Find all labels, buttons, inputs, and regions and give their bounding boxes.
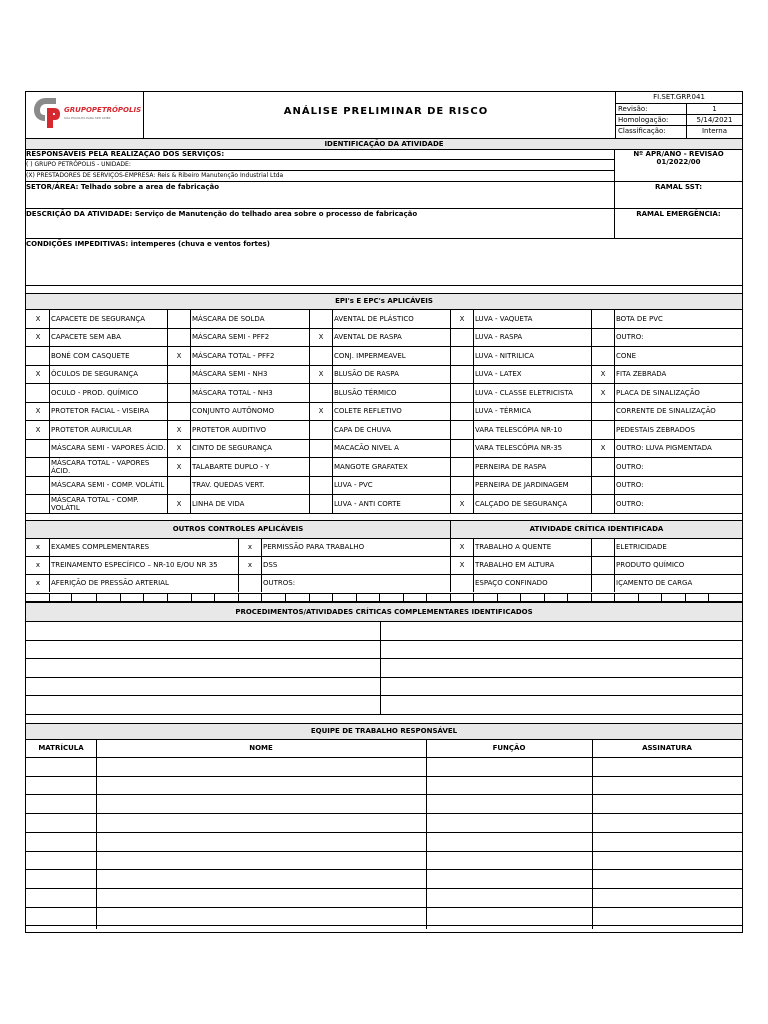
epi-item-label: PROTETOR AUDITIVO [192,425,267,434]
epi-item-label: CALÇADO DE SEGURANÇA [475,499,568,508]
team-cell[interactable] [27,833,96,851]
procedures-heading: PROCEDIMENTOS/ATIVIDADES CRÍTICAS COMPLEMENTARES IDENTIFICADOS [26,603,742,621]
team-cell[interactable] [593,777,742,795]
epi-item-label: LUVA - VAQUETA [475,314,533,323]
epi-checkbox[interactable]: X [176,499,182,508]
epi-checkbox[interactable] [591,402,615,420]
team-cell[interactable] [27,926,96,944]
team-cell[interactable] [97,777,426,795]
procedures-grid [26,621,742,717]
epi-checkbox[interactable]: X [600,388,606,397]
epi-checkbox[interactable] [591,328,615,346]
epi-checkbox[interactable] [450,365,474,383]
revision-label: Revisão: [618,105,648,113]
controls-grid [26,538,742,594]
epi-checkbox[interactable] [591,495,615,513]
epi-item-label: CINTO DE SEGURANÇA [192,444,272,452]
doc-code: FI.SET.GRP.041 [653,93,705,101]
team-column-header: MATRÍCULA [38,744,84,752]
epi-item-label: LUVA - NITRILICA [475,351,534,360]
epi-heading: EPI's E EPC's APLICÁVEIS [26,294,742,309]
epi-item-label: CAPACETE DE SEGURANÇA [51,314,146,323]
team-grid [26,740,742,932]
control-checkbox[interactable]: x [35,543,41,551]
epi-item-label: AVENTAL DE RASPA [334,333,402,341]
team-cell[interactable] [27,795,96,813]
epi-checkbox[interactable] [167,402,191,420]
epi-item-label: PROTETOR AURICULAR [51,425,132,434]
control-checkbox[interactable] [450,574,474,592]
epi-item-label: MÁSCARA TOTAL - NH3 [192,388,273,397]
epi-checkbox[interactable]: X [176,351,182,360]
apr-number-value: 01/2022/00 [656,158,701,166]
epi-item-label: LUVA - ANTI CORTE [334,499,401,508]
epi-checkbox[interactable]: X [459,314,465,323]
revision-value: 1 [712,105,717,113]
epi-item-label: VARA TELESCÓPIA NR-35 [475,444,563,452]
team-cell[interactable] [27,852,96,870]
team-cell[interactable] [97,926,426,944]
sector-area: SETOR/ÁREA: Telhado sobre a area de fabricação [26,183,220,191]
team-cell[interactable] [593,814,742,832]
team-cell[interactable] [427,795,592,813]
epi-checkbox[interactable] [591,310,615,328]
spacer-row [26,594,742,602]
epi-item-label: LUVA - LATEX [475,370,522,378]
epi-checkbox[interactable]: X [35,407,41,415]
epi-item-label: PERNEIRA DE RASPA [475,462,547,471]
epi-item-label: PROTETOR FACIAL - VISEIRA [51,407,149,415]
control-item-label: TREINAMENTO ESPECÍFICO – NR-10 E/OU NR 35 [51,561,218,569]
epi-checkbox[interactable] [26,384,50,402]
epi-item-label: MÁSCARA DE SOLDA [192,314,265,323]
team-column-header: ASSINATURA [642,744,692,752]
epi-checkbox[interactable]: X [600,370,606,378]
team-cell[interactable] [427,889,592,907]
critical-activity-heading: ATIVIDADE CRÍTICA IDENTIFICADA [451,521,742,538]
epi-item-label: CONE [616,351,637,360]
impeding-conditions: CONDIÇÕES IMPEDITIVAS: intemperes (chuva e ventos fortes) [26,240,270,248]
epi-checkbox[interactable] [26,476,50,494]
epi-item-label: OCULO - PROD. QUÍMICO [51,388,139,397]
epi-checkbox[interactable]: X [176,444,182,452]
control-checkbox[interactable] [238,574,262,592]
control-item-label: OUTROS: [263,579,296,587]
control-item-label: PERMISSÃO PARA TRABALHO [263,543,365,551]
ramal-sst: RAMAL SST: [654,183,703,191]
epi-item-label: CAPACETE SEM ABA [51,333,121,341]
epi-item-label: CORRENTE DE SINALIZAÇÃO [616,407,716,415]
team-cell[interactable] [97,908,426,926]
epi-checkbox[interactable]: X [176,462,182,471]
epi-checkbox[interactable] [309,421,333,439]
procedure-cell[interactable] [381,659,742,677]
homologation-label: Homologação: [618,116,669,124]
epi-item-label: CONJUNTO AUTÔNOMO [192,407,275,415]
procedure-cell[interactable] [26,678,379,696]
procedure-cell[interactable] [26,641,379,659]
epi-item-label: MÁSCARA SEMI - COMP. VOLÁTIL [51,481,165,489]
epi-item-label: BONÉ COM CASQUETE [51,351,130,360]
epi-checkbox[interactable]: X [459,499,465,508]
epi-checkbox[interactable] [450,476,474,494]
team-cell[interactable] [27,889,96,907]
team-cell[interactable] [593,870,742,888]
control-item-label: TRABALHO A QUENTE [475,543,552,551]
team-cell[interactable] [427,758,592,776]
team-cell[interactable] [593,833,742,851]
epi-item-label: OUTRO: [616,462,644,471]
team-cell[interactable] [593,926,742,944]
control-item-label: EXAMES COMPLEMENTARES [51,543,150,551]
team-cell[interactable] [27,777,96,795]
epi-item-label: TRAV. QUEDAS VERT. [192,481,265,489]
epi-item-label: MANGOTE GRAFATEX [334,462,408,471]
team-cell[interactable] [27,814,96,832]
epi-checkbox[interactable] [309,310,333,328]
epi-checkbox[interactable] [309,495,333,513]
team-cell[interactable] [427,926,592,944]
epi-checkbox[interactable] [309,347,333,365]
epi-checkbox[interactable] [309,439,333,457]
team-cell[interactable] [97,795,426,813]
epi-item-label: COLETE REFLETIVO [334,407,402,415]
control-item-label: AFERIÇÃO DE PRESSÃO ARTERIAL [51,579,169,587]
epi-checkbox[interactable] [450,402,474,420]
apr-form [25,91,743,933]
ramal-emergencia: RAMAL EMERGÊNCIA: [636,210,721,218]
apr-number-label: Nº APR/ANO - REVISÃO [633,150,724,158]
activity-description: DESCRIÇÃO DA ATIVIDADE: Serviço de Manutenção do telhado area sobre o processo de fabricação [26,210,418,218]
epi-item-label: MACACÃO NIVEL A [334,444,399,452]
team-cell[interactable] [427,777,592,795]
epi-item-label: MÁSCARA SEMI - NH3 [192,370,268,378]
procedure-cell[interactable] [26,659,379,677]
epi-checkbox[interactable] [450,328,474,346]
epi-grid [26,309,742,513]
team-cell[interactable] [97,758,426,776]
procedure-cell[interactable] [381,641,742,659]
logo-text: GRUPOPETRÓPOLIS [64,106,142,114]
epi-checkbox[interactable] [450,458,474,476]
team-cell[interactable] [427,852,592,870]
control-checkbox[interactable] [591,538,615,556]
team-cell[interactable] [97,852,426,870]
epi-checkbox[interactable] [450,384,474,402]
procedure-cell[interactable] [381,696,742,714]
control-checkbox[interactable]: X [459,543,465,551]
epi-item-label: OUTRO: LUVA PIGMENTADA [616,444,712,452]
control-checkbox[interactable]: X [459,561,465,569]
epi-item-label: OUTRO: [616,333,644,341]
epi-checkbox[interactable] [26,495,50,513]
epi-checkbox[interactable] [167,328,191,346]
team-cell[interactable] [593,758,742,776]
procedure-cell[interactable] [381,678,742,696]
team-cell[interactable] [427,833,592,851]
team-cell[interactable] [97,870,426,888]
epi-item-label: PLACA DE SINALIZAÇÃO [616,388,700,397]
identification-heading: IDENTIFICAÇÃO DA ATIVIDADE [26,139,742,149]
epi-checkbox[interactable] [450,439,474,457]
epi-item-label: MÁSCARA TOTAL - PFF2 [192,351,275,360]
page-title: ANÁLISE PRELIMINAR DE RISCO [283,106,489,117]
epi-item-label: LUVA - PVC [334,481,373,489]
control-item-label: ELETRICIDADE [616,543,667,551]
team-cell[interactable] [427,814,592,832]
other-controls-heading: OUTROS CONTROLES APLICÁVEIS [26,521,450,538]
epi-item-label: ÓCULOS DE SEGURANÇA [51,370,139,378]
control-checkbox[interactable]: x [35,579,41,587]
team-cell[interactable] [97,833,426,851]
epi-item-label: FITA ZEBRADA [616,370,667,378]
team-heading: EQUIPE DE TRABALHO RESPONSÁVEL [26,724,742,739]
team-cell[interactable] [593,852,742,870]
epi-checkbox[interactable] [309,458,333,476]
team-cell[interactable] [27,908,96,926]
company-logo [32,96,142,132]
epi-item-label: MÁSCARA TOTAL - VAPORES ÁCID. [51,458,150,475]
control-checkbox[interactable]: x [247,543,253,551]
control-checkbox[interactable]: x [35,561,41,569]
procedure-cell[interactable] [381,622,742,640]
epi-checkbox[interactable]: X [35,314,41,323]
epi-checkbox[interactable]: X [318,407,324,415]
epi-item-label: VARA TELESCÓPIA NR-10 [475,425,563,434]
epi-checkbox[interactable] [167,384,191,402]
control-checkbox[interactable] [591,574,615,592]
epi-checkbox[interactable] [309,384,333,402]
epi-checkbox[interactable] [591,476,615,494]
epi-checkbox[interactable]: X [318,333,324,341]
epi-item-label: LUVA - RASPA [475,333,523,341]
epi-checkbox[interactable] [167,365,191,383]
epi-item-label: OUTRO: [616,481,644,489]
epi-checkbox[interactable] [167,476,191,494]
logo-subtitle: SUA ESCOLHA PARA SER LIDER [64,116,111,120]
epi-checkbox[interactable] [26,347,50,365]
epi-checkbox[interactable]: X [35,370,41,378]
team-cell[interactable] [593,795,742,813]
epi-item-label: TALABARTE DUPLO - Y [192,462,270,471]
team-cell[interactable] [97,814,426,832]
epi-item-label: CAPA DE CHUVA [334,425,391,434]
epi-item-label: MÁSCARA SEMI - PFF2 [192,333,270,341]
epi-checkbox[interactable] [26,439,50,457]
epi-item-label: LINHA DE VIDA [192,499,245,508]
epi-item-label: MÁSCARA SEMI - VAPORES ÁCID. [51,444,166,452]
control-item-label: IÇAMENTO DE CARGA [616,579,693,587]
classification-label: Classificação: [618,127,666,135]
option-prestadores[interactable]: (X) PRESTADORES DE SERVIÇOS-EMPRESA: Reis & Ribeiro Manutenção Industrial Ltda [26,172,284,179]
control-item-label: TRABALHO EM ALTURA [475,561,555,569]
control-item-label: DSS [263,561,278,569]
epi-checkbox[interactable] [591,347,615,365]
team-cell[interactable] [593,908,742,926]
epi-item-label: AVENTAL DE PLÁSTICO [334,314,414,323]
option-grupo-petropolis[interactable]: ( ) GRUPO PETRÓPOLIS - UNIDADE: [26,161,131,168]
logo-mark-icon [32,96,60,130]
classification-value: Interna [701,127,728,135]
procedure-cell[interactable] [26,696,379,714]
team-cell[interactable] [427,908,592,926]
team-cell[interactable] [427,870,592,888]
control-item-label: ESPAÇO CONFINADO [475,579,548,587]
team-cell[interactable] [27,758,96,776]
responsible-label: RESPONSÁVEIS PELA REALIZAÇÃO DOS SERVIÇOS: [26,150,225,158]
epi-item-label: BLUSÃO TÉRMICO [334,388,397,397]
team-cell[interactable] [593,889,742,907]
epi-item-label: BOTA DE PVC [616,314,663,323]
control-checkbox[interactable]: x [247,561,253,569]
epi-checkbox[interactable] [26,458,50,476]
team-column-header: NOME [249,744,273,752]
team-cell[interactable] [27,870,96,888]
epi-checkbox[interactable]: X [35,425,41,434]
epi-item-label: PERNEIRA DE JARDINAGEM [475,481,569,489]
epi-checkbox[interactable] [309,476,333,494]
control-item-label: PRODUTO QUÍMICO [616,561,685,569]
epi-checkbox[interactable] [450,421,474,439]
homologation-value: 5/14/2021 [696,116,733,124]
epi-item-label: CONJ. IMPERMEAVEL [334,351,406,360]
epi-item-label: LUVA - CLASSE ELETRICISTA [475,388,573,397]
team-column-header: FUNÇÃO [492,744,526,752]
epi-checkbox[interactable] [450,347,474,365]
epi-checkbox[interactable]: X [318,370,324,378]
team-cell[interactable] [97,889,426,907]
epi-item-label: BLUSÃO DE RASPA [334,370,399,378]
epi-checkbox[interactable]: X [600,444,606,452]
epi-checkbox[interactable]: X [176,425,182,434]
epi-item-label: OUTRO: [616,499,644,508]
epi-item-label: MÁSCARA TOTAL - COMP. VOLÁTIL [51,495,139,512]
procedure-cell[interactable] [26,622,379,640]
epi-checkbox[interactable]: X [35,333,41,341]
epi-checkbox[interactable] [167,310,191,328]
epi-checkbox[interactable] [591,421,615,439]
epi-checkbox[interactable] [591,458,615,476]
control-checkbox[interactable] [591,556,615,574]
epi-item-label: PEDESTAIS ZEBRADOS [616,425,695,434]
epi-item-label: LUVA - TÉRMICA [475,407,532,415]
